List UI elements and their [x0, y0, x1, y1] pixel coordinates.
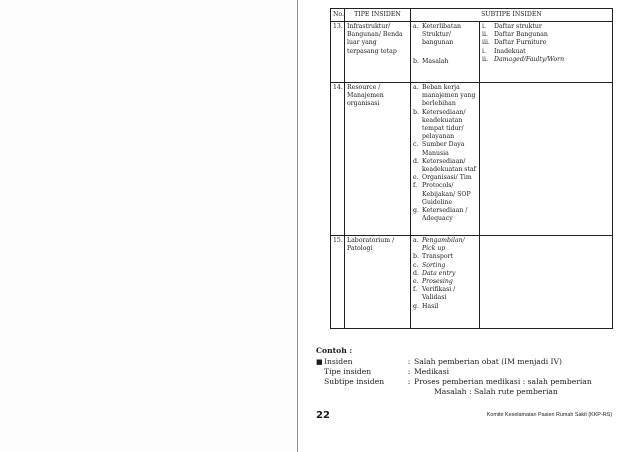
- example-value: Medikasi: [414, 367, 450, 376]
- example-colon: :: [407, 357, 411, 366]
- example-line-insiden: [316, 357, 616, 367]
- table-row: [331, 83, 613, 236]
- page-fold-divider: [297, 0, 298, 452]
- page-number: 22: [316, 410, 330, 421]
- row-subtipe: [411, 236, 480, 329]
- row-subtipe-detail: [480, 83, 613, 236]
- table-header-row: [331, 9, 613, 22]
- list-item: g. Ketersediaan / Adequacy: [413, 207, 468, 223]
- example-label: Subtipe insiden: [324, 377, 385, 386]
- list-item: d. Data entry: [413, 269, 456, 277]
- row-subtipe-detail: [480, 236, 613, 329]
- example-section: [316, 346, 616, 397]
- example-title: Contoh :: [316, 346, 353, 355]
- list-item: g. Hasil: [413, 302, 439, 310]
- list-item: f. Protocols/ Kebijakan/ SOP Guideline: [413, 182, 471, 206]
- example-colon: :: [407, 377, 411, 386]
- left-blank-page: [0, 0, 296, 452]
- list-item: b. Ketersediaan/ keadekuatan tempat tidur/ pelayanan: [413, 108, 466, 141]
- row-subtipe-detail: [480, 22, 613, 83]
- row-number: 13.: [331, 22, 345, 83]
- list-item: d. Ketersediaan/ keadekuatan staf: [413, 157, 476, 174]
- list-item: c. Sumber Daya Manusia: [413, 141, 465, 157]
- table-row: [331, 236, 613, 329]
- row-subtipe: [411, 83, 480, 236]
- incident-type-table: [330, 8, 613, 329]
- header-subtipe-insiden: SUBTIPE INSIDEN: [411, 9, 613, 22]
- row-tipe: Infrastruktur/ Bangunan/ Benda luar yang terpasang tetap: [345, 22, 411, 83]
- row-number: 15.: [331, 236, 345, 329]
- square-bullet-icon: ■: [316, 358, 323, 366]
- table-row: [331, 22, 613, 83]
- row-tipe: Resource / Manajemen organisasi: [345, 83, 411, 236]
- header-tipe-insiden: TIPE INSIDEN: [345, 9, 411, 22]
- example-label: Tipe insiden: [324, 367, 372, 376]
- list-item: c. Sorting: [413, 261, 446, 269]
- example-masalah: Masalah : Salah rute pemberian: [434, 387, 558, 396]
- row-number: 14.: [331, 83, 345, 236]
- example-value: Proses pemberian medikasi : salah pemberian: [414, 377, 592, 386]
- example-value: Salah pemberian obat (IM menjadi IV): [414, 357, 562, 366]
- header-no: No.: [331, 9, 345, 22]
- list-item: ii. Daftar Bangunan: [482, 31, 548, 39]
- list-item: b. Transport: [413, 253, 454, 261]
- example-line-tipe: [316, 367, 616, 377]
- example-colon: :: [407, 367, 411, 376]
- list-item: a. Keterlibatan Struktur/ bangunan: [413, 23, 461, 47]
- example-line-subtipe: [316, 377, 616, 387]
- row-tipe: Laboratorium / Patologi: [345, 236, 411, 329]
- list-item: iii. Daftar Furniture: [482, 39, 547, 47]
- list-item: e. Prosesing: [413, 278, 453, 286]
- example-label: Insiden: [324, 357, 353, 366]
- list-item: f. Verifikasi / Validasi: [413, 286, 456, 302]
- list-item: i. Inadekuat: [482, 47, 526, 55]
- list-item: a. Pengambilan/ Pick up: [413, 237, 465, 253]
- list-item: e. Organisasi/ Tim: [413, 174, 472, 182]
- list-item: a. Beban kerja manajemen yang berlebihan: [413, 84, 476, 108]
- row-subtipe: [411, 22, 480, 83]
- list-item: ii. Damaged/Faulty/Worn: [482, 55, 565, 63]
- list-item: i. Daftar struktur: [482, 23, 542, 30]
- page-footer: Komite Keselamatan Pasien Rumah Sakit (KKP-RS): [486, 412, 612, 418]
- list-item: b. Masalah: [413, 57, 449, 65]
